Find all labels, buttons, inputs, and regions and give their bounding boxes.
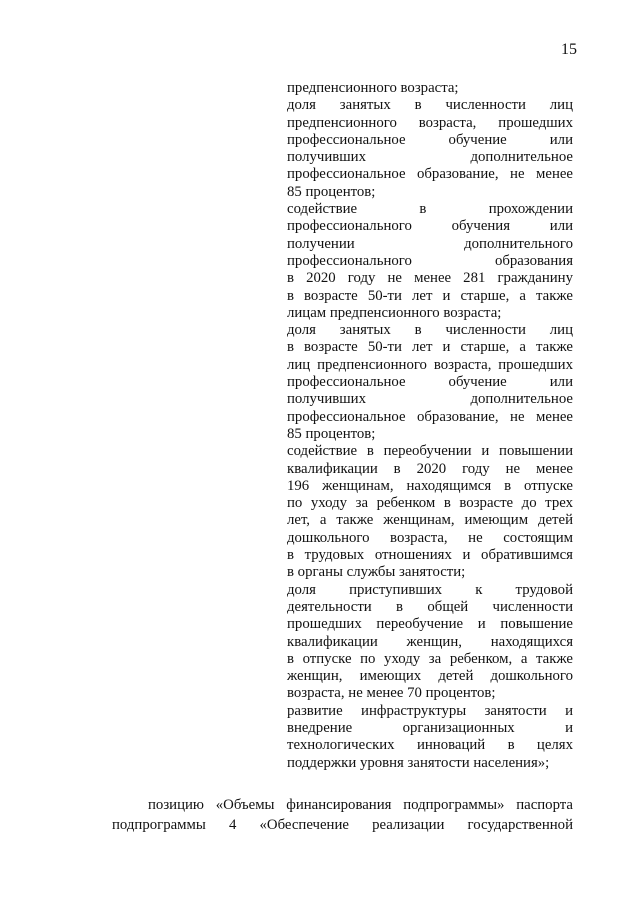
text-line: возраста, не менее 70 процентов; <box>287 685 496 702</box>
text-line: в возрасте 50-ти лет и старше, а также <box>287 339 573 356</box>
text-line: 196 женщинам, находящимся в отпуске <box>287 477 573 494</box>
text-line: профессиональное образование, не менее <box>287 408 573 425</box>
text-line: деятельности в общей численности <box>287 598 573 615</box>
text-line: профессионального обучения или <box>287 218 573 235</box>
text-line: технологических инноваций в целях <box>287 737 573 754</box>
text-line: в 2020 году не менее 281 гражданину <box>287 270 573 287</box>
text-line: предпенсионного возраста; <box>287 80 459 96</box>
text-line: квалификации женщин, находящихся <box>287 633 573 650</box>
text-line: предпенсионного возраста, прошедших <box>287 114 573 131</box>
text-line: лицам предпенсионного возраста; <box>287 304 502 321</box>
text-line: профессиональное образование, не менее <box>287 166 573 183</box>
text-line: лет, а также женщинам, имеющим детей <box>287 512 573 529</box>
text-line: получивших дополнительное <box>287 149 573 166</box>
text-line: женщин, имеющих детей дошкольного <box>287 668 573 685</box>
text-line: доля занятых в численности лиц <box>287 97 573 114</box>
body-paragraph <box>112 795 573 835</box>
text-line: доля занятых в численности лиц <box>287 322 573 339</box>
text-line: развитие инфраструктуры занятости и <box>287 702 573 719</box>
paragraph-line: подпрограммы 4 «Обеспечение реализации государственной <box>112 817 573 833</box>
text-line: получении дополнительного <box>287 235 573 252</box>
text-line: профессиональное обучение или <box>287 131 573 148</box>
text-line: профессионального образования <box>287 252 573 269</box>
text-line: поддержки уровня занятости населения»; <box>287 754 550 771</box>
text-line: доля приступивших к трудовой <box>287 581 573 598</box>
text-line: в отпуске по уходу за ребенком, а также <box>287 650 573 667</box>
text-line: 85 процентов; <box>287 425 376 442</box>
text-line: квалификации в 2020 году не менее <box>287 460 573 477</box>
text-line: лиц предпенсионного возраста, прошедших <box>287 356 573 373</box>
text-line: содействие в переобучении и повышении <box>287 443 573 460</box>
text-line: дошкольного возраста, не состоящим <box>287 529 573 546</box>
text-line: 85 процентов; <box>287 183 376 200</box>
table-cell-text <box>287 80 573 772</box>
text-line: профессиональное обучение или <box>287 374 573 391</box>
text-line: в трудовых отношениях и обратившимся <box>287 547 573 564</box>
text-line: в органы службы занятости; <box>287 564 466 581</box>
text-line: внедрение организационных и <box>287 719 573 736</box>
text-line: в возрасте 50-ти лет и старше, а также <box>287 287 573 304</box>
page-number: 15 <box>561 41 577 58</box>
text-line: по уходу за ребенком в возрасте до трех <box>287 495 573 512</box>
text-line: прошедших переобучение и повышение <box>287 616 573 633</box>
text-line: получивших дополнительное <box>287 391 573 408</box>
paragraph-line: позицию «Объемы финансирования подпрограммы» паспорта <box>148 797 573 813</box>
text-line: содействие в прохождении <box>287 201 573 218</box>
